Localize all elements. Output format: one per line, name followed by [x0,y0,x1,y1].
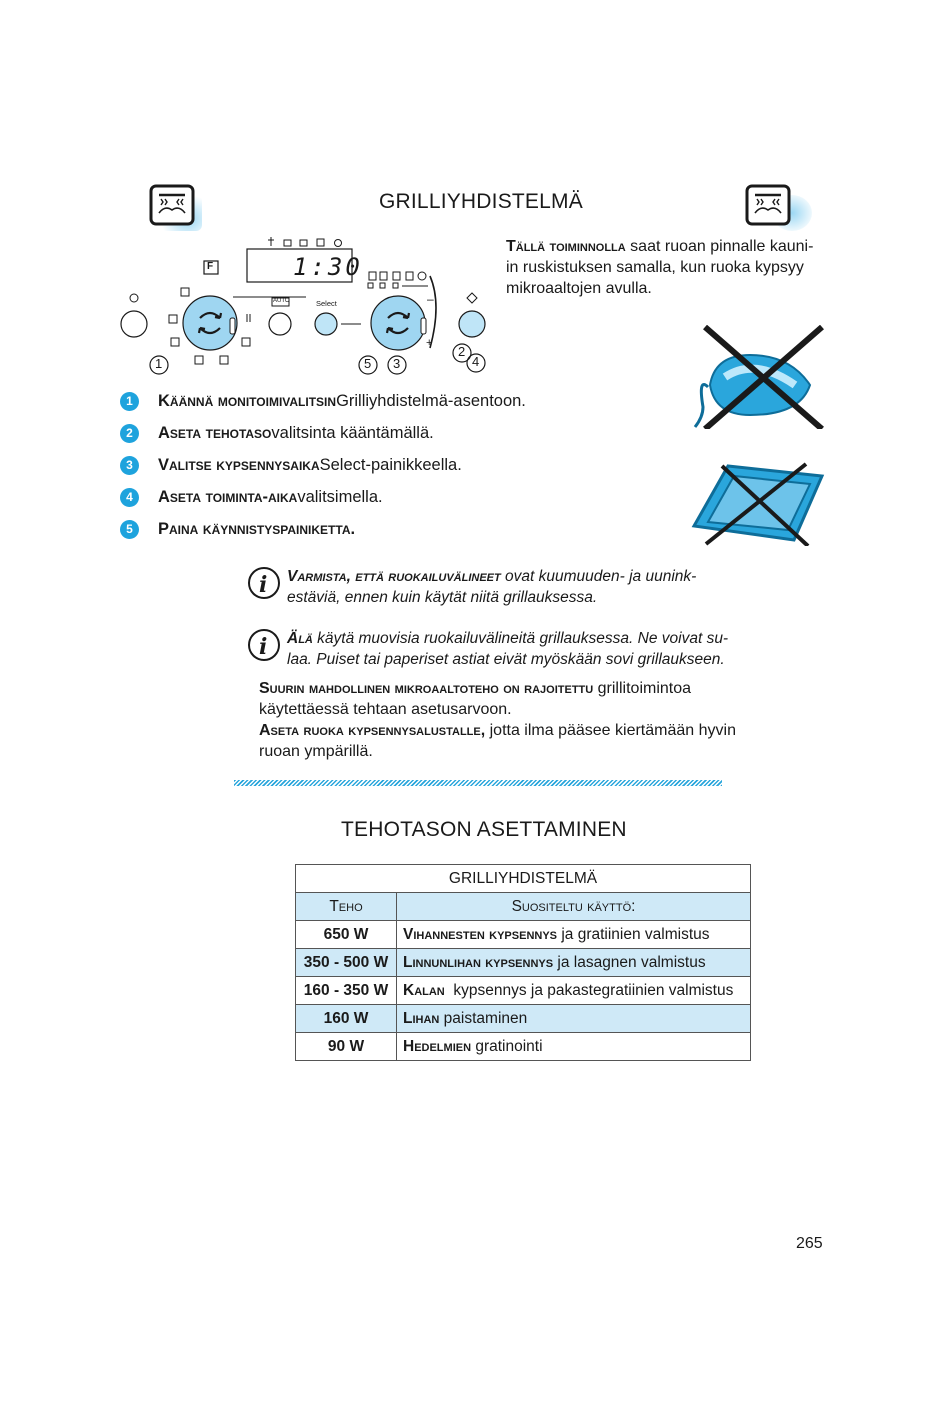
para-lead: Suurin mahdollinen mikroaaltoteho on rajoitettu [259,680,594,697]
use-rest: gratinointi [471,1037,543,1055]
use-lead: Vihannesten kypsennys [403,925,558,943]
intro-lead: Tällä toiminnolla [506,238,626,255]
use-cell [397,977,751,1005]
step-3 [120,454,462,476]
power-cell: 350 - 500 W [296,949,397,977]
para-lead: Aseta ruoka kypsennysalustalle, [259,722,486,739]
grill-combo-icon-right [744,183,814,233]
step-5 [120,518,355,540]
crossed-baking-tray-icon [686,460,826,546]
step-lead: Valitse kypsennysaika [158,455,320,474]
stop-button [121,311,147,337]
step-2 [120,422,434,444]
callout-4: 4 [472,354,480,369]
step-lead: Paina käynnistyspainiketta. [158,519,356,538]
use-lead: Lihan [403,1009,440,1027]
note-rest: ovat kuumuuden- ja uunink- [500,568,697,585]
para-rest: jotta ilma pääsee kiertämään hyvin [485,722,736,739]
col-header-power: Teho [296,893,397,921]
page-title: GRILLIYHDISTELMÄ [379,190,583,213]
power-limit-paragraph [259,678,739,762]
page-number: 265 [796,1235,823,1252]
step-number: 5 [120,520,139,539]
use-cell [397,1033,751,1061]
use-lead: Kalan [403,981,445,999]
use-lead: Hedelmien [403,1037,472,1055]
use-rest: paistaminen [439,1009,528,1027]
step-lead: Aseta tehotaso [158,423,272,442]
crossed-plastic-bag-icon [690,325,825,429]
minus-label: – [427,292,434,306]
note-line2: estäviä, ennen kuin käytät niitä grillauksessa. [287,589,598,606]
use-rest: kypsennys ja pakastegratiinien valmistus [444,981,734,999]
step-number: 2 [120,424,139,443]
step-lead: Käännä monitoimivalitsin [158,391,337,410]
program-icons [368,272,428,288]
step-4 [120,486,383,508]
power-level-table [295,864,751,1061]
step-number: 3 [120,456,139,475]
intro-rest: saat ruoan pinnalle kauni- [625,238,814,255]
use-cell [397,921,751,949]
display-time: 1:30 [293,253,363,281]
table-row [296,1033,751,1061]
intro-line3: mikroaaltojen avulla. [506,280,652,297]
grill-combo-icon-left [148,183,204,233]
top-mode-icons [268,237,342,247]
power-cell: 90 W [296,1033,397,1061]
use-lead: Linnunlihan kypsennys [403,953,554,971]
table-header-row [296,893,751,921]
info-icon [247,566,281,600]
callout-1: 1 [155,356,163,371]
step-1 [120,390,526,412]
use-cell [397,949,751,977]
power-cell: 650 W [296,921,397,949]
section-title: TEHOTASON ASETTAMINEN [341,818,627,841]
note-utensils-heatproof [247,566,747,608]
table-row [296,949,751,977]
intro-text [506,236,836,299]
select-button [315,313,337,335]
note-no-plastic [247,628,747,670]
callout-2: 2 [458,344,466,359]
multifunction-knob [183,296,237,350]
table-caption: GRILLIYHDISTELMÄ [296,865,751,893]
note-lead: Älä [287,630,313,647]
auto-label: AUTO [273,298,290,304]
table-row [296,977,751,1005]
use-rest: ja lasagnen valmistus [553,953,706,971]
section-divider [234,780,722,786]
step-rest: Select-painikkeella. [319,455,462,474]
para-rest: grillitoimintoa [593,680,692,697]
use-rest: ja gratiinien valmistus [557,925,710,943]
use-cell [397,1005,751,1033]
start-button [459,311,485,337]
select-label: Select [316,299,337,308]
info-icon [247,628,281,662]
table-caption-row [296,865,751,893]
callout-5: 5 [364,356,372,371]
adjustment-knob [371,296,425,350]
para-line2: ruoan ympärillä. [259,743,373,760]
power-cell: 160 - 350 W [296,977,397,1005]
step-rest: valitsinta kääntämällä. [271,423,434,442]
svg-text:i: i [259,572,268,598]
callout-3: 3 [393,356,401,371]
intro-line2: in ruskistuksen samalla, kun ruoka kypsyy [506,259,804,276]
table-row [296,1005,751,1033]
step-rest: valitsimella. [297,487,383,506]
para-line2: käytettäessä tehtaan asetusarvoon. [259,701,512,718]
note-rest: käytä muovisia ruokailuvälineitä grillauksessa. Ne voivat su- [312,630,729,647]
svg-text:i: i [259,634,268,660]
note-line2: laa. Puiset tai paperiset astiat eivät myöskään sovi grillaukseen. [287,651,725,668]
note-lead: Varmista, että ruokailuvälineet [287,568,501,585]
plus-label: + [426,337,433,349]
f-label: F [207,261,214,272]
step-lead: Aseta toiminta-aika [158,487,298,506]
power-cell: 160 W [296,1005,397,1033]
table-row [296,921,751,949]
step-number: 1 [120,392,139,411]
step-rest: Grilliyhdistelmä-asentoon. [336,391,526,410]
col-header-use: Suositeltu käyttö: [397,893,751,921]
auto-button [269,313,291,335]
step-number: 4 [120,488,139,507]
